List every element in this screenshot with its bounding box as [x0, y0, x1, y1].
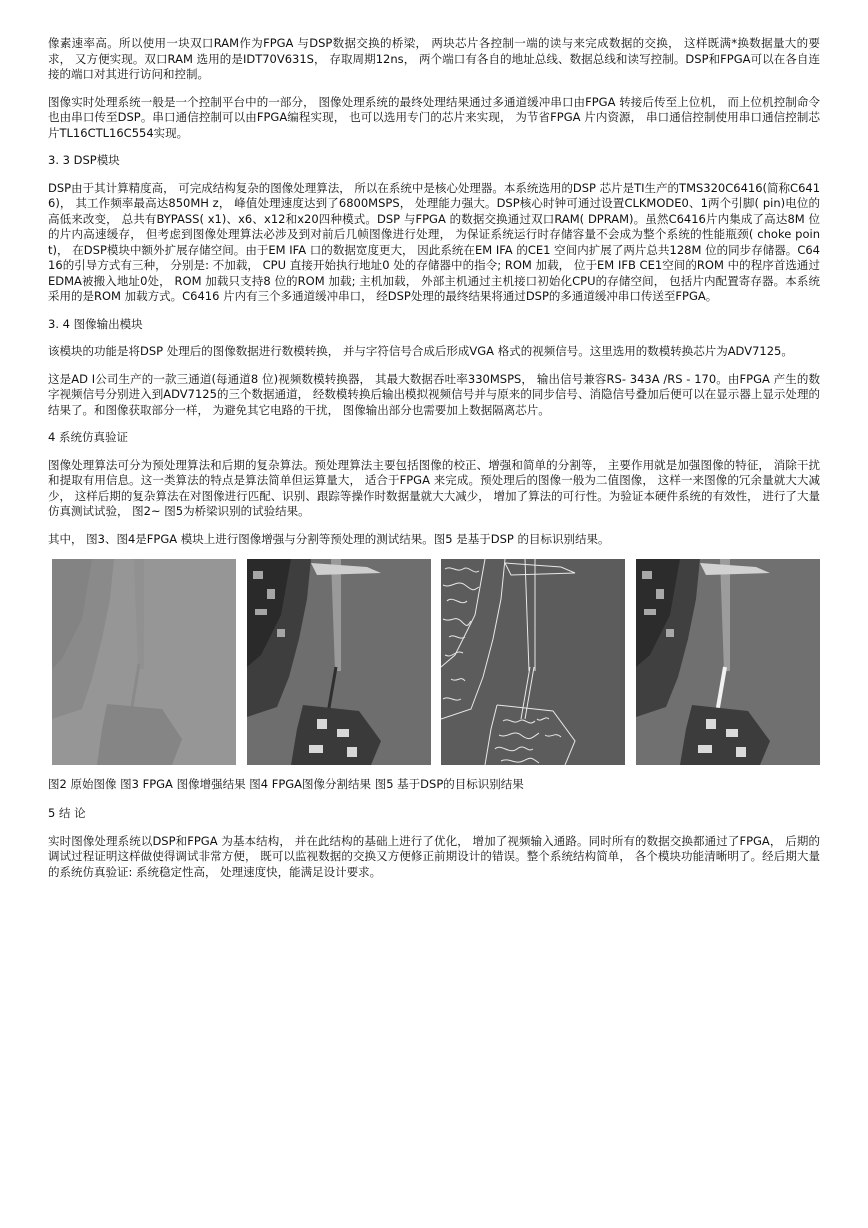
- paragraph-simulation-1: 图像处理算法可分为预处理算法和后期的复杂算法。预处理算法主要包括图像的校正、增强和简单的分割等， 主要作用就是加强图像的特征， 消除干扰和提取有用信息。这一类算法的特点是算法简单但运算量大， 适合于FPGA 来完成。预处理后的图像一般为二值图像， 这样一来图像的冗余量就大大减少， 这样后期的复杂算法在对图像进行匹配、识别、跟踪等操作时数据量就大大减少， 增加了算法的可行性。为验证本硬件系统的有效性， 进行了大量仿真测试试验， 图2~ 图5为桥梁识别的试验结果。: [48, 457, 820, 518]
- paragraph-simulation-2: 其中， 图3、图4是FPGA 模块上进行图像增强与分割等预处理的测试结果。图5 是基于DSP 的目标识别结果。: [48, 531, 610, 546]
- figure-segmentation-image: [441, 559, 625, 765]
- figure-row: [52, 559, 820, 767]
- heading-simulation: 4 系统仿真验证: [48, 430, 128, 444]
- figure-enhanced-image: [247, 559, 431, 765]
- paragraph-image-output-1: 该模块的功能是将DSP 处理后的图像数据进行数模转换， 并与字符信号合成后形成VGA 格式的视频信号。这里选用的数模转换芯片为ADV7125。: [48, 344, 793, 358]
- figure-caption: 图2 原始图像 图3 FPGA 图像增强结果 图4 FPGA图像分割结果 图5 基于DSP的目标识别结果: [48, 777, 524, 791]
- figure-original-image: [52, 559, 236, 765]
- paragraph-dpram: 像素速率高。所以使用一块双口RAM作为FPGA 与DSP数据交换的桥梁， 两块芯片各控制一端的读与来完成数据的交换， 这样既满*换数据量大的要求， 又方便实现。双口RAM 选用的是IDT70V631S， 存取周期12ns， 两个端口有各自的地址总线、数据总线和读写控制。DSP和FPGA可以在各自连接的端口对其进行访问和控制。: [48, 36, 820, 81]
- article-page: [48, 36, 820, 892]
- heading-image-output: 3. 4 图像输出模块: [48, 316, 143, 331]
- heading-dsp-module: 3. 3 DSP模块: [48, 153, 120, 167]
- paragraph-serial: 图像实时处理系统一般是一个控制平台中的一部分， 图像处理系统的最终处理结果通过多通道缓冲串口由FPGA 转接后传至上位机， 而上位机控制命令也由串口传至DSP。串口通信控制可以由FPGA编程实现， 也可以选用专门的芯片来实现， 为节省FPGA 片内资源， 串口通信控制使用串口通信控制芯片TL16CTL16C554实现。: [48, 94, 820, 140]
- paragraph-conclusion: 实时图像处理系统以DSP和FPGA 为基本结构， 并在此结构的基础上进行了优化， 增加了视频输入通路。同时所有的数据交换都通过了FPGA， 后期的调试过程证明这样做使得调试非常方便， 既可以监视数据的交换又方便修正前期设计的错误。整个系统结构简单， 各个模块功能清晰明了。经后期大量的系统仿真验证: 系统稳定性高， 处理速度快，能满足设计要求。: [48, 833, 820, 879]
- paragraph-image-output-2: 这是AD I公司生产的一款三通道(每通道8 位)视频数模转换器， 其最大数据吞吐率330MSPS， 输出信号兼容RS- 343A /RS - 170。由FPGA 产生的数字视频信号分别进入到ADV7125的三个数据通道， 经数模转换后输出模拟视频信号并与原来的同步信号、消隐信号叠加后便可以在显示器上显示处理的结果了。和图像获取部分一样， 为避免其它电路的干扰， 图像输出部分也需要加上数据隔离芯片。: [48, 371, 820, 417]
- figure-recognition-image: [636, 559, 820, 765]
- paragraph-dsp-module: DSP由于其计算精度高， 可完成结构复杂的图像处理算法， 所以在系统中是核心处理器。本系统选用的DSP 芯片是TI生产的TMS320C6416(简称C6416)， 其工作频率最高达850MH z， 峰值处理速度达到了6800MSPS， 处理能力强大。DSP核心时钟可通过设置CLKMODE0、1两个引脚( pin)电位的高低来改变， 总共有BYPASS( x1)、x6、x12和x20四种模式。DSP 与FPGA 的数据交换通过双口RAM( DPRAM)。虽然C6416片内集成了高达8M 位的片内高速缓存， 但考虑到图像处理算法必涉及到对前后几帧图像进行处理， 为保证系统运行时存储容量不会成为整个系统的性能瓶颈( choke point)， 在DSP模块中额外扩展存储空间。由于EM IFA 口的数据宽度更大， 因此系统在EM IFA 的CE1 空间内扩展了两片总共128M 位的同步存储器。C6416的引导方式有三种， 分别是: 不加载， CPU 直接开始执行地址0 处的存储器中的指令; ROM 加载， 位于EM IFB CE1空间的ROM 中的程序首选通过EDMA被搬入地址0处， ROM 加载只支持8 位的ROM 加载; 主机加载， 外部主机通过主机接口初始化CPU的存储空间， 包括片内配置寄存器。本系统采用的是ROM 加载方式。C6416 片内有三个多通道缓冲串口， 经DSP处理的最终结果将通过DSP的多通道缓冲串口传送至FPGA。: [48, 180, 821, 303]
- heading-conclusion: 5 结 论: [48, 806, 86, 820]
